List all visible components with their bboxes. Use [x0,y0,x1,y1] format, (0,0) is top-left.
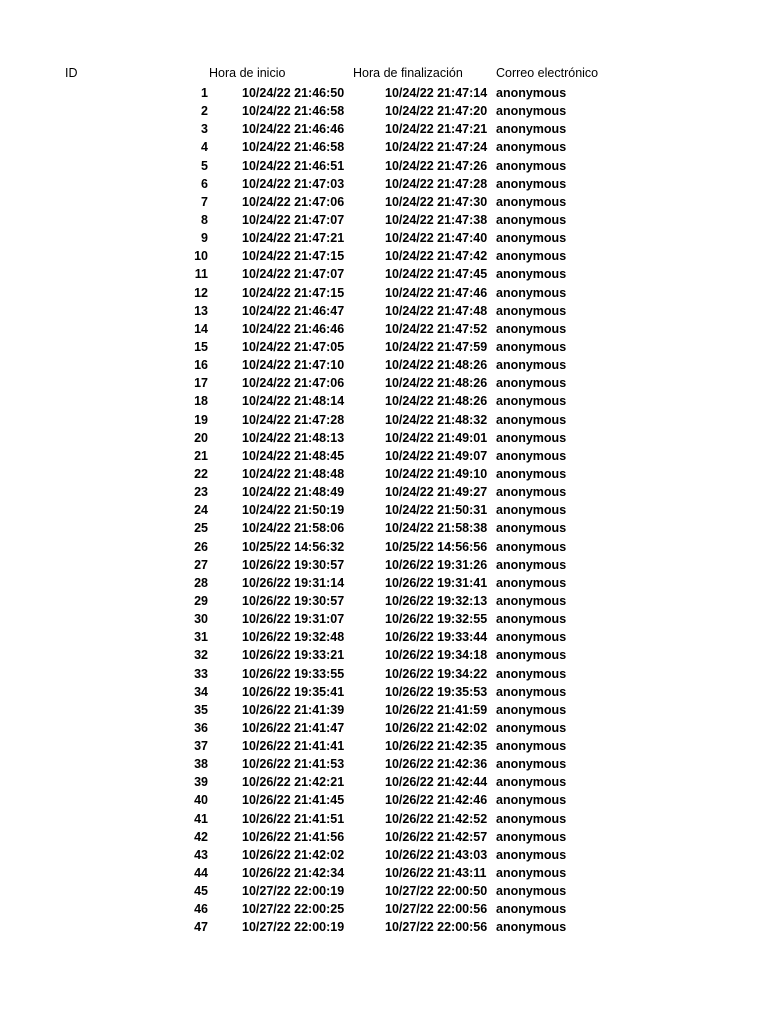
table-row [0,374,768,392]
cell-start-time[interactable]: 10/24/22 21:48:45 [242,448,345,463]
cell-email[interactable]: anonymous [496,793,567,808]
table-row [0,411,768,429]
cell-end-time[interactable]: 10/24/22 21:49:07 [385,448,488,463]
cell-email[interactable]: anonymous [496,630,567,645]
cell-id[interactable]: 22 [194,466,208,481]
cell-end-time[interactable]: 10/24/22 21:50:31 [385,503,488,518]
cell-email[interactable]: anonymous [496,521,567,536]
cell-start-time[interactable]: 10/24/22 21:47:07 [242,267,345,282]
cell-start-time[interactable]: 10/24/22 21:47:06 [242,376,345,391]
cell-id[interactable]: 20 [194,430,208,445]
cell-email[interactable]: anonymous [496,358,567,373]
cell-end-time[interactable]: 10/24/22 21:47:42 [385,249,488,264]
cell-start-time[interactable]: 10/24/22 21:48:14 [242,394,345,409]
cell-end-time[interactable]: 10/27/22 22:00:50 [385,884,488,899]
table-row [0,918,768,936]
cell-id[interactable]: 17 [194,376,208,391]
cell-email[interactable]: anonymous [496,267,567,282]
cell-email[interactable]: anonymous [496,702,567,717]
cell-start-time[interactable]: 10/26/22 21:42:34 [242,866,345,881]
cell-email[interactable]: anonymous [496,176,567,191]
cell-start-time[interactable]: 10/24/22 21:47:21 [242,231,345,246]
cell-id[interactable]: 14 [194,321,208,336]
cell-id[interactable]: 28 [194,575,208,590]
cell-email[interactable]: anonymous [496,884,567,899]
cell-email[interactable]: anonymous [496,593,567,608]
cell-email[interactable]: anonymous [496,285,567,300]
table-row [0,356,768,374]
cell-start-time[interactable]: 10/26/22 21:41:56 [242,829,345,844]
cell-email[interactable]: anonymous [496,122,567,137]
cell-end-time[interactable]: 10/26/22 19:34:22 [385,666,488,681]
cell-end-time[interactable]: 10/25/22 14:56:56 [385,539,488,554]
cell-id[interactable]: 25 [194,521,208,536]
cell-email[interactable]: anonymous [496,557,567,572]
cell-id[interactable]: 15 [194,339,208,354]
cell-start-time[interactable]: 10/25/22 14:56:32 [242,539,345,554]
cell-end-time[interactable]: 10/27/22 22:00:56 [385,920,488,935]
cell-start-time[interactable]: 10/26/22 19:32:48 [242,630,345,645]
table-row [0,102,768,120]
cell-email[interactable]: anonymous [496,339,567,354]
table-row [0,447,768,465]
header-row [0,65,768,84]
cell-start-time[interactable]: 10/26/22 21:41:47 [242,720,345,735]
cell-email[interactable]: anonymous [496,503,567,518]
cell-id[interactable]: 47 [194,920,208,935]
cell-id[interactable]: 4 [201,140,208,155]
table-row [0,628,768,646]
cell-start-time[interactable]: 10/24/22 21:50:19 [242,503,345,518]
cell-end-time[interactable]: 10/26/22 19:32:55 [385,612,488,627]
cell-email[interactable]: anonymous [496,194,567,209]
cell-id[interactable]: 35 [194,702,208,717]
cell-end-time[interactable]: 10/26/22 21:43:03 [385,847,488,862]
cell-id[interactable]: 38 [194,757,208,772]
cell-email[interactable]: anonymous [496,866,567,881]
table-row [0,773,768,791]
cell-id[interactable]: 13 [194,303,208,318]
table-row [0,265,768,283]
cell-end-time[interactable]: 10/26/22 19:33:44 [385,630,488,645]
cell-id[interactable]: 39 [194,775,208,790]
cell-start-time[interactable]: 10/24/22 21:46:46 [242,321,345,336]
table-row [0,284,768,302]
cell-start-time[interactable]: 10/26/22 19:30:57 [242,593,345,608]
cell-end-time[interactable]: 10/26/22 21:42:02 [385,720,488,735]
table-row [0,592,768,610]
cell-id[interactable]: 7 [201,194,208,209]
cell-end-time[interactable]: 10/24/22 21:47:26 [385,158,488,173]
cell-email[interactable]: anonymous [496,212,567,227]
cell-end-time[interactable]: 10/24/22 21:47:14 [385,86,488,100]
cell-start-time[interactable]: 10/24/22 21:46:46 [242,122,345,137]
cell-start-time[interactable]: 10/26/22 21:41:39 [242,702,345,717]
cell-start-time[interactable]: 10/24/22 21:47:15 [242,285,345,300]
cell-end-time[interactable]: 10/26/22 21:42:44 [385,775,488,790]
cell-email[interactable]: anonymous [496,811,567,826]
cell-id[interactable]: 34 [194,684,208,699]
cell-end-time[interactable]: 10/24/22 21:47:48 [385,303,488,318]
spreadsheet [0,65,768,937]
cell-start-time[interactable]: 10/24/22 21:47:07 [242,212,345,227]
cell-end-time[interactable]: 10/24/22 21:47:46 [385,285,488,300]
cell-start-time[interactable]: 10/26/22 19:31:14 [242,575,345,590]
table-row [0,320,768,338]
cell-email[interactable]: anonymous [496,739,567,754]
table-row [0,810,768,828]
cell-start-time[interactable]: 10/26/22 19:30:57 [242,557,345,572]
table-row [0,864,768,882]
cell-id[interactable]: 5 [201,158,208,173]
table-row [0,465,768,483]
cell-id[interactable]: 36 [194,720,208,735]
table-row [0,338,768,356]
cell-email[interactable]: anonymous [496,757,567,772]
cell-id[interactable]: 44 [194,866,208,881]
table-row [0,683,768,701]
cell-end-time[interactable]: 10/24/22 21:47:20 [385,104,488,119]
table-row [0,737,768,755]
cell-id[interactable]: 12 [194,285,208,300]
cell-end-time[interactable]: 10/24/22 21:47:30 [385,194,488,209]
cell-email[interactable]: anonymous [496,303,567,318]
cell-start-time[interactable]: 10/24/22 21:47:15 [242,249,345,264]
cell-start-time[interactable]: 10/24/22 21:46:58 [242,140,345,155]
cell-start-time[interactable]: 10/24/22 21:47:06 [242,194,345,209]
cell-id[interactable]: 10 [194,249,208,264]
cell-end-time[interactable]: 10/26/22 21:42:57 [385,829,488,844]
table-row [0,719,768,737]
cell-end-time[interactable]: 10/24/22 21:48:26 [385,358,488,373]
cell-email[interactable]: anonymous [496,394,567,409]
cell-end-time[interactable]: 10/24/22 21:47:28 [385,176,488,191]
cell-start-time[interactable]: 10/26/22 21:42:21 [242,775,345,790]
cell-start-time[interactable]: 10/27/22 22:00:25 [242,902,345,917]
table-row [0,483,768,501]
cell-id[interactable]: 33 [194,666,208,681]
cell-email[interactable]: anonymous [496,412,567,427]
cell-start-time[interactable]: 10/26/22 21:41:41 [242,739,345,754]
cell-end-time[interactable]: 10/26/22 21:42:36 [385,757,488,772]
table-row [0,828,768,846]
cell-id[interactable]: 45 [194,884,208,899]
cell-start-time[interactable]: 10/27/22 22:00:19 [242,920,345,935]
cell-end-time[interactable]: 10/26/22 19:35:53 [385,684,488,699]
table-row [0,791,768,809]
table-row [0,665,768,683]
header-email[interactable]: Correo electrónico [496,66,599,80]
cell-email[interactable]: anonymous [496,321,567,336]
cell-email[interactable]: anonymous [496,448,567,463]
cell-email[interactable]: anonymous [496,684,567,699]
cell-end-time[interactable]: 10/24/22 21:47:52 [385,321,488,336]
cell-id[interactable]: 41 [194,811,208,826]
cell-email[interactable]: anonymous [496,140,567,155]
cell-email[interactable]: anonymous [496,575,567,590]
cell-email[interactable]: anonymous [496,158,567,173]
table-body [0,84,768,937]
cell-start-time[interactable]: 10/24/22 21:58:06 [242,521,345,536]
cell-email[interactable]: anonymous [496,829,567,844]
cell-end-time[interactable]: 10/24/22 21:49:01 [385,430,488,445]
cell-start-time[interactable]: 10/26/22 19:33:55 [242,666,345,681]
cell-end-time[interactable]: 10/24/22 21:47:21 [385,122,488,137]
cell-email[interactable]: anonymous [496,249,567,264]
cell-end-time[interactable]: 10/24/22 21:47:59 [385,339,488,354]
cell-start-time[interactable]: 10/24/22 21:47:05 [242,339,345,354]
table-row [0,302,768,320]
table-row [0,138,768,156]
cell-id[interactable]: 1 [201,86,208,100]
cell-id[interactable]: 37 [194,739,208,754]
cell-end-time[interactable]: 10/26/22 21:41:59 [385,702,488,717]
cell-start-time[interactable]: 10/24/22 21:47:10 [242,358,345,373]
cell-end-time[interactable]: 10/26/22 19:34:18 [385,648,488,663]
cell-id[interactable]: 43 [194,847,208,862]
cell-start-time[interactable]: 10/24/22 21:47:28 [242,412,345,427]
table-row [0,157,768,175]
cell-start-time[interactable]: 10/24/22 21:46:47 [242,303,345,318]
cell-id[interactable]: 8 [201,212,208,227]
table-row [0,846,768,864]
cell-end-time[interactable]: 10/24/22 21:49:10 [385,466,488,481]
cell-id[interactable]: 29 [194,593,208,608]
cell-start-time[interactable]: 10/24/22 21:48:48 [242,466,345,481]
table-row [0,646,768,664]
cell-email[interactable]: anonymous [496,920,567,935]
cell-id[interactable]: 40 [194,793,208,808]
cell-id[interactable]: 3 [201,122,208,137]
table-row [0,429,768,447]
table-row [0,193,768,211]
cell-id[interactable]: 42 [194,829,208,844]
cell-email[interactable]: anonymous [496,648,567,663]
cell-start-time[interactable]: 10/24/22 21:46:58 [242,104,345,119]
cell-email[interactable]: anonymous [496,485,567,500]
table-row [0,882,768,900]
cell-start-time[interactable]: 10/27/22 22:00:19 [242,884,345,899]
cell-id[interactable]: 11 [194,267,208,282]
cell-end-time[interactable]: 10/26/22 21:43:11 [385,866,487,881]
cell-end-time[interactable]: 10/26/22 19:32:13 [385,593,488,608]
table-row [0,247,768,265]
cell-start-time[interactable]: 10/26/22 19:31:07 [242,612,345,627]
cell-end-time[interactable]: 10/24/22 21:48:26 [385,376,488,391]
cell-end-time[interactable]: 10/26/22 21:42:52 [385,811,488,826]
cell-start-time[interactable]: 10/26/22 21:42:02 [242,847,345,862]
cell-email[interactable]: anonymous [496,902,567,917]
cell-id[interactable]: 18 [194,394,208,409]
cell-id[interactable]: 26 [194,539,208,554]
table-row [0,610,768,628]
header-id[interactable]: ID [65,66,78,80]
cell-start-time[interactable]: 10/24/22 21:46:50 [242,86,345,100]
cell-start-time[interactable]: 10/26/22 21:41:53 [242,757,345,772]
cell-id[interactable]: 23 [194,485,208,500]
table-row [0,900,768,918]
cell-end-time[interactable]: 10/24/22 21:47:38 [385,212,488,227]
cell-id[interactable]: 21 [194,448,208,463]
table-row [0,175,768,193]
table-row [0,120,768,138]
table-row [0,519,768,537]
cell-id[interactable]: 16 [194,358,208,373]
cell-id[interactable]: 46 [194,902,208,917]
table-row [0,556,768,574]
cell-end-time[interactable]: 10/26/22 19:31:26 [385,557,488,572]
table-row [0,701,768,719]
cell-end-time[interactable]: 10/26/22 21:42:35 [385,739,488,754]
header-start-time[interactable]: Hora de inicio [209,66,286,80]
cell-email[interactable]: anonymous [496,666,567,681]
table-row [0,538,768,556]
cell-email[interactable]: anonymous [496,86,567,100]
cell-email[interactable]: anonymous [496,430,567,445]
cell-start-time[interactable]: 10/24/22 21:46:51 [242,158,345,173]
cell-end-time[interactable]: 10/27/22 22:00:56 [385,902,488,917]
cell-email[interactable]: anonymous [496,376,567,391]
cell-start-time[interactable]: 10/26/22 21:41:45 [242,793,345,808]
cell-start-time[interactable]: 10/24/22 21:48:49 [242,485,345,500]
cell-start-time[interactable]: 10/26/22 21:41:51 [242,811,345,826]
cell-end-time[interactable]: 10/24/22 21:47:40 [385,231,488,246]
cell-email[interactable]: anonymous [496,775,567,790]
cell-id[interactable]: 2 [201,104,208,119]
table-row [0,84,768,102]
cell-id[interactable]: 30 [194,612,208,627]
cell-email[interactable]: anonymous [496,847,567,862]
cell-start-time[interactable]: 10/24/22 21:48:13 [242,430,345,445]
cell-end-time[interactable]: 10/24/22 21:49:27 [385,485,488,500]
cell-email[interactable]: anonymous [496,466,567,481]
table-row [0,211,768,229]
cell-end-time[interactable]: 10/24/22 21:48:26 [385,394,488,409]
cell-email[interactable]: anonymous [496,539,567,554]
cell-start-time[interactable]: 10/26/22 19:33:21 [242,648,345,663]
cell-end-time[interactable]: 10/24/22 21:58:38 [385,521,488,536]
cell-id[interactable]: 24 [194,503,208,518]
header-end-time[interactable]: Hora de finalización [353,66,463,80]
cell-end-time[interactable]: 10/24/22 21:47:45 [385,267,488,282]
cell-end-time[interactable]: 10/24/22 21:48:32 [385,412,488,427]
table-row [0,392,768,410]
table-row [0,229,768,247]
cell-id[interactable]: 9 [201,231,208,246]
cell-id[interactable]: 6 [201,176,208,191]
cell-id[interactable]: 31 [194,630,208,645]
cell-email[interactable]: anonymous [496,104,567,119]
cell-start-time[interactable]: 10/26/22 19:35:41 [242,684,345,699]
table-row [0,755,768,773]
cell-id[interactable]: 32 [194,648,208,663]
cell-email[interactable]: anonymous [496,720,567,735]
cell-id[interactable]: 27 [194,557,208,572]
cell-end-time[interactable]: 10/26/22 21:42:46 [385,793,488,808]
cell-end-time[interactable]: 10/24/22 21:47:24 [385,140,488,155]
cell-email[interactable]: anonymous [496,612,567,627]
cell-end-time[interactable]: 10/26/22 19:31:41 [385,575,488,590]
table-row [0,574,768,592]
table-row [0,501,768,519]
cell-id[interactable]: 19 [194,412,208,427]
cell-email[interactable]: anonymous [496,231,567,246]
cell-start-time[interactable]: 10/24/22 21:47:03 [242,176,345,191]
